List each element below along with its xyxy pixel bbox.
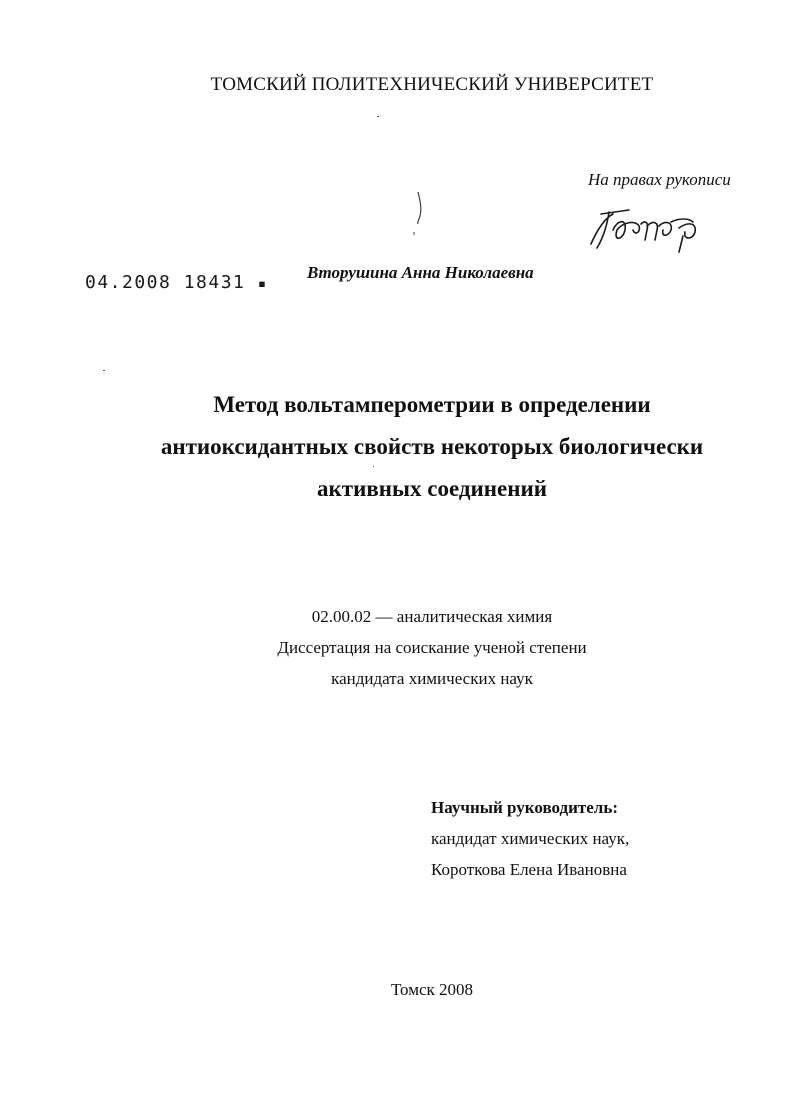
specialty-code: 02.00.02 — аналитическая химия xyxy=(311,607,553,626)
supervisor-degree: кандидат химических наук, xyxy=(431,829,630,848)
rights-note: На правах рукописи xyxy=(588,170,731,189)
title-line-2: антиоксидантных свойств некоторых биологически xyxy=(160,434,704,459)
signature-image xyxy=(583,200,713,256)
specialty-block xyxy=(0,601,798,694)
registry-number xyxy=(85,272,268,293)
supervisor-block xyxy=(431,792,629,885)
dissertation-title xyxy=(0,384,798,510)
university-name: ТОМСКИЙ ПОЛИТЕХНИЧЕСКИЙ УНИВЕРСИТЕТ xyxy=(210,74,654,95)
pen-mark xyxy=(408,188,428,238)
degree-line-1: Диссертация на соискание ученой степени xyxy=(277,638,587,657)
degree-line-2: кандидата химических наук xyxy=(331,669,533,688)
scan-speck xyxy=(373,466,374,467)
scan-speck xyxy=(103,370,105,371)
registry-number-text: 04.2008 18431 xyxy=(85,272,246,293)
scan-speck xyxy=(377,116,379,117)
author-name: Вторушина Анна Николаевна xyxy=(307,263,534,282)
registry-mark: ▪ xyxy=(257,276,268,292)
supervisor-label: Научный руководитель: xyxy=(431,798,618,817)
city-year: Томск 2008 xyxy=(390,980,474,999)
title-line-1: Метод вольтамперометрии в определении xyxy=(213,392,651,417)
supervisor-name: Короткова Елена Ивановна xyxy=(431,860,627,879)
title-line-3: активных соединений xyxy=(317,476,547,501)
